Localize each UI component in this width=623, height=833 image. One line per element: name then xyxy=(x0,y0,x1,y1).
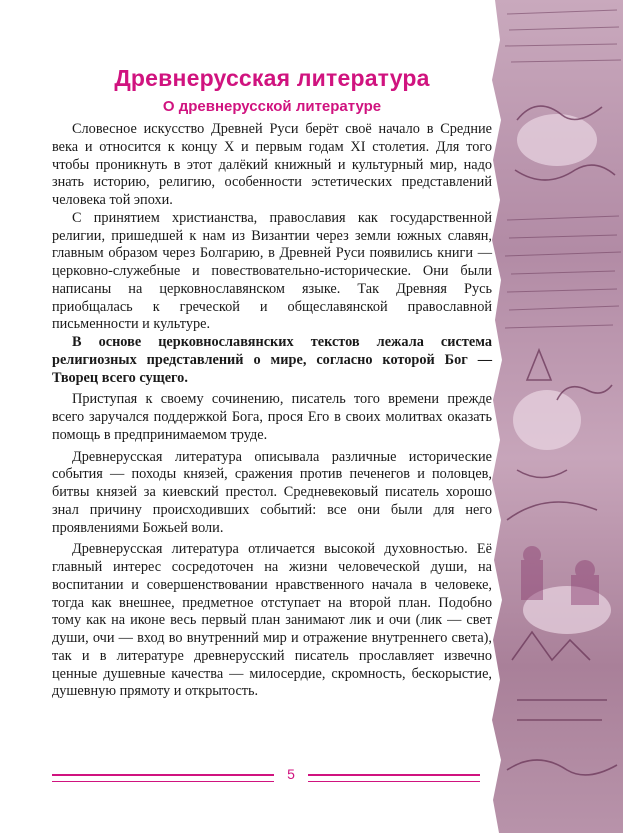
paragraph-3-emphasis: В основе церковнославянских текстов лежала система религиозных представлений о мире, согласно которой Бог — Творец всего сущего. xyxy=(52,334,492,386)
paragraph-1: Словесное искусство Древней Руси берёт своё начало в Средние века и относится к концу X и первым годам XI столетия. Для того чтобы проникнуть в этот далёкий книжный и культурный мир, надо знать историю, религию, особенности эстетических представлений человека той эпохи. xyxy=(52,121,492,208)
manuscript-illustration-icon xyxy=(487,0,623,833)
paragraph-4: Приступая к своему сочинению, писатель того времени прежде всего заручался поддержкой Бога, прося Его в своих молитвах оказать помощь в предпринимаемом труде. xyxy=(52,391,492,443)
paragraph-5: Древнерусская литература описывала различные исторические события — походы князей, сражения против печенегов и половцев, битвы князей за киевский престол. Средневековый писатель хорошо знал причину происходивших событий: все они были для него проявлениями Божьей воли. xyxy=(52,448,492,536)
page-footer xyxy=(52,764,480,788)
footer-rule-left xyxy=(52,774,274,782)
paragraph-2: С принятием христианства, православия как государственной религии, пришедшей к нам из Византии через земли южных славян, главным образом через Болгарию, в Древней Руси появились книги — церковно-служебные и повествовательно-исторические. Они были написаны на церковнославянском языке. Так Древняя Русь приобщалась к греческой и общеславянской православной письменности и культуре. xyxy=(52,209,492,333)
body-text xyxy=(52,121,492,701)
page-number: 5 xyxy=(287,766,295,782)
footer-rule-right xyxy=(308,774,480,782)
section-subtitle: О древнерусской литературе xyxy=(162,98,382,115)
paragraph-6: Древнерусская литература отличается высокой духовностью. Её главный интерес сосредоточен на жизни человеческой души, на воспитании и совершенствовании нравственного начала в человеке, тогда как внешнее, предметное отступает на второй план. Подобно тому как на иконе весь первый план занимают лик и очи (лик — свет души, очи — вход во внутренний мир и отражение внутреннего света), так и в литературе древнерусский писатель прославляет извечно ценные душевные качества — милосердие, скромность, бескорыстие, душевную прямоту и открытость. xyxy=(52,541,492,700)
page-title: Древнерусская литература xyxy=(114,65,430,91)
